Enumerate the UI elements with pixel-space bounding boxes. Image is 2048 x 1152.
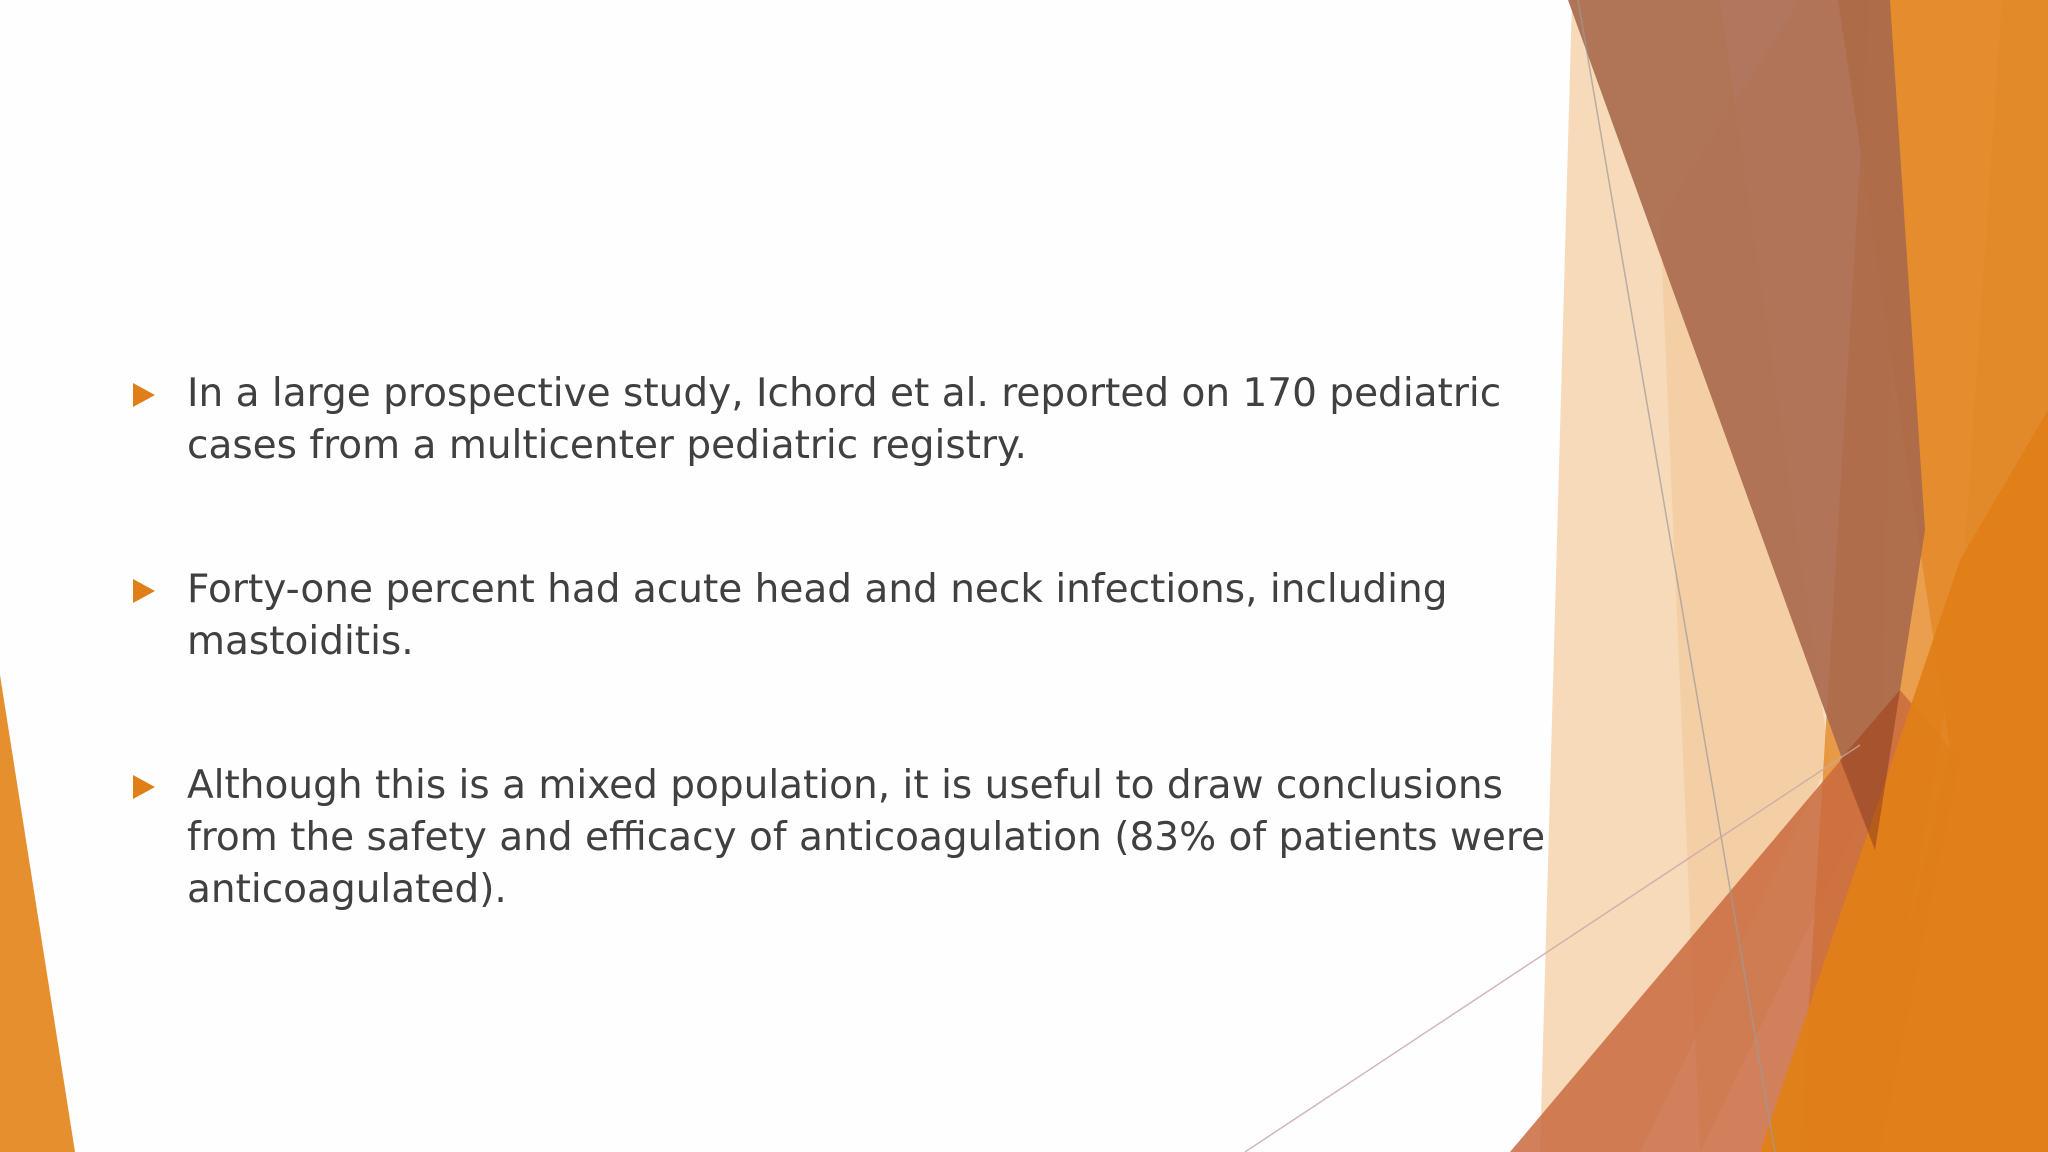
triangle-right-icon — [133, 775, 155, 799]
triangle-right-icon — [133, 383, 155, 407]
triangle-right-icon — [133, 579, 155, 603]
bullet-item-2 — [130, 564, 1570, 668]
bullet-item-3 — [130, 760, 1570, 916]
bullet-text-3: Although this is a mixed population, it is useful to draw conclusions from the safety and efficacy of anticoagulation (83% of patients were anticoagulated). — [187, 763, 1546, 912]
bullet-text-2: Forty-one percent had acute head and neck infections, including mastoiditis. — [187, 567, 1448, 664]
bullet-text-1: In a large prospective study, Ichord et al. reported on 170 pediatric cases from a multicenter pediatric registry. — [187, 371, 1502, 468]
bullet-list — [130, 368, 1570, 1008]
left-orange-facet — [0, 675, 75, 1152]
bullet-item-1 — [130, 368, 1570, 472]
